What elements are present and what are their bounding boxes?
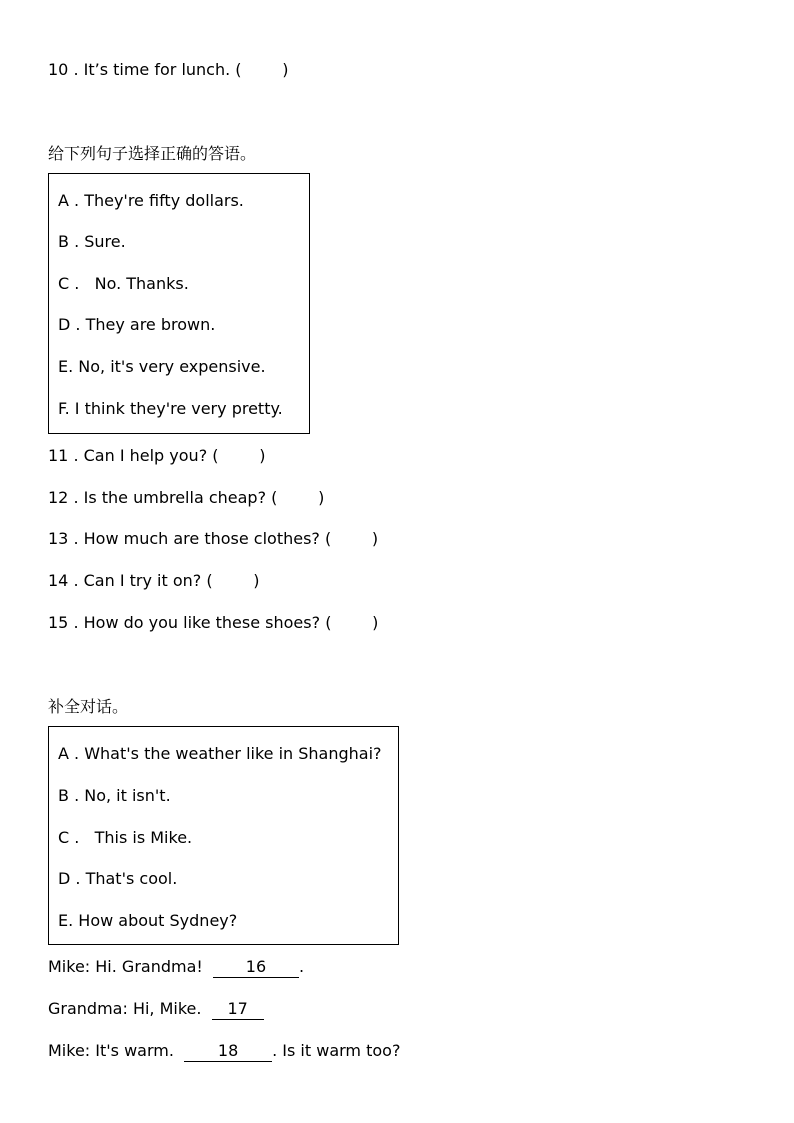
question-11: 11 . Can I help you? ( ) [48,446,266,465]
option-c: C . No. Thanks. [58,274,189,293]
question-10: 10 . It’s time for lunch. ( ) [48,60,289,79]
section-1-heading: 给下列句子选择正确的答语。 [48,144,257,163]
option-c: C . This is Mike. [58,828,193,847]
answer-blank-18[interactable]: 18 [184,1041,272,1062]
dialogue-text: Mike: Hi. Grandma! [48,957,213,976]
option-a: A . What's the weather like in Shanghai? [58,744,382,763]
option-d: D . That's cool. [58,869,178,888]
answer-blank-16[interactable]: 16 [213,957,299,978]
dialogue-text-after: . Is it warm too? [272,1041,401,1060]
option-b: B . No, it isn't. [58,786,171,805]
question-13: 13 . How much are those clothes? ( ) [48,529,379,548]
question-12: 12 . Is the umbrella cheap? ( ) [48,488,325,507]
answer-options-box-1 [48,173,310,434]
option-f: F. I think they're very pretty. [58,399,283,418]
dialogue-line-16 [48,957,304,978]
option-a: A . They're fifty dollars. [58,191,244,210]
dialogue-text: Mike: It's warm. [48,1041,185,1060]
dialogue-line-17 [48,999,264,1020]
option-d: D . They are brown. [58,315,216,334]
option-e: E. No, it's very expensive. [58,357,266,376]
question-14: 14 . Can I try it on? ( ) [48,571,260,590]
answer-options-box-2 [48,726,399,945]
option-e: E. How about Sydney? [58,911,238,930]
question-15: 15 . How do you like these shoes? ( ) [48,613,379,632]
answer-blank-17[interactable]: 17 [212,999,264,1020]
dialogue-text-after: . [298,957,305,976]
dialogue-text: Grandma: Hi, Mike. [48,999,212,1018]
dialogue-line-18 [48,1041,400,1062]
option-b: B . Sure. [58,232,126,251]
section-2-heading: 补全对话。 [48,697,129,716]
